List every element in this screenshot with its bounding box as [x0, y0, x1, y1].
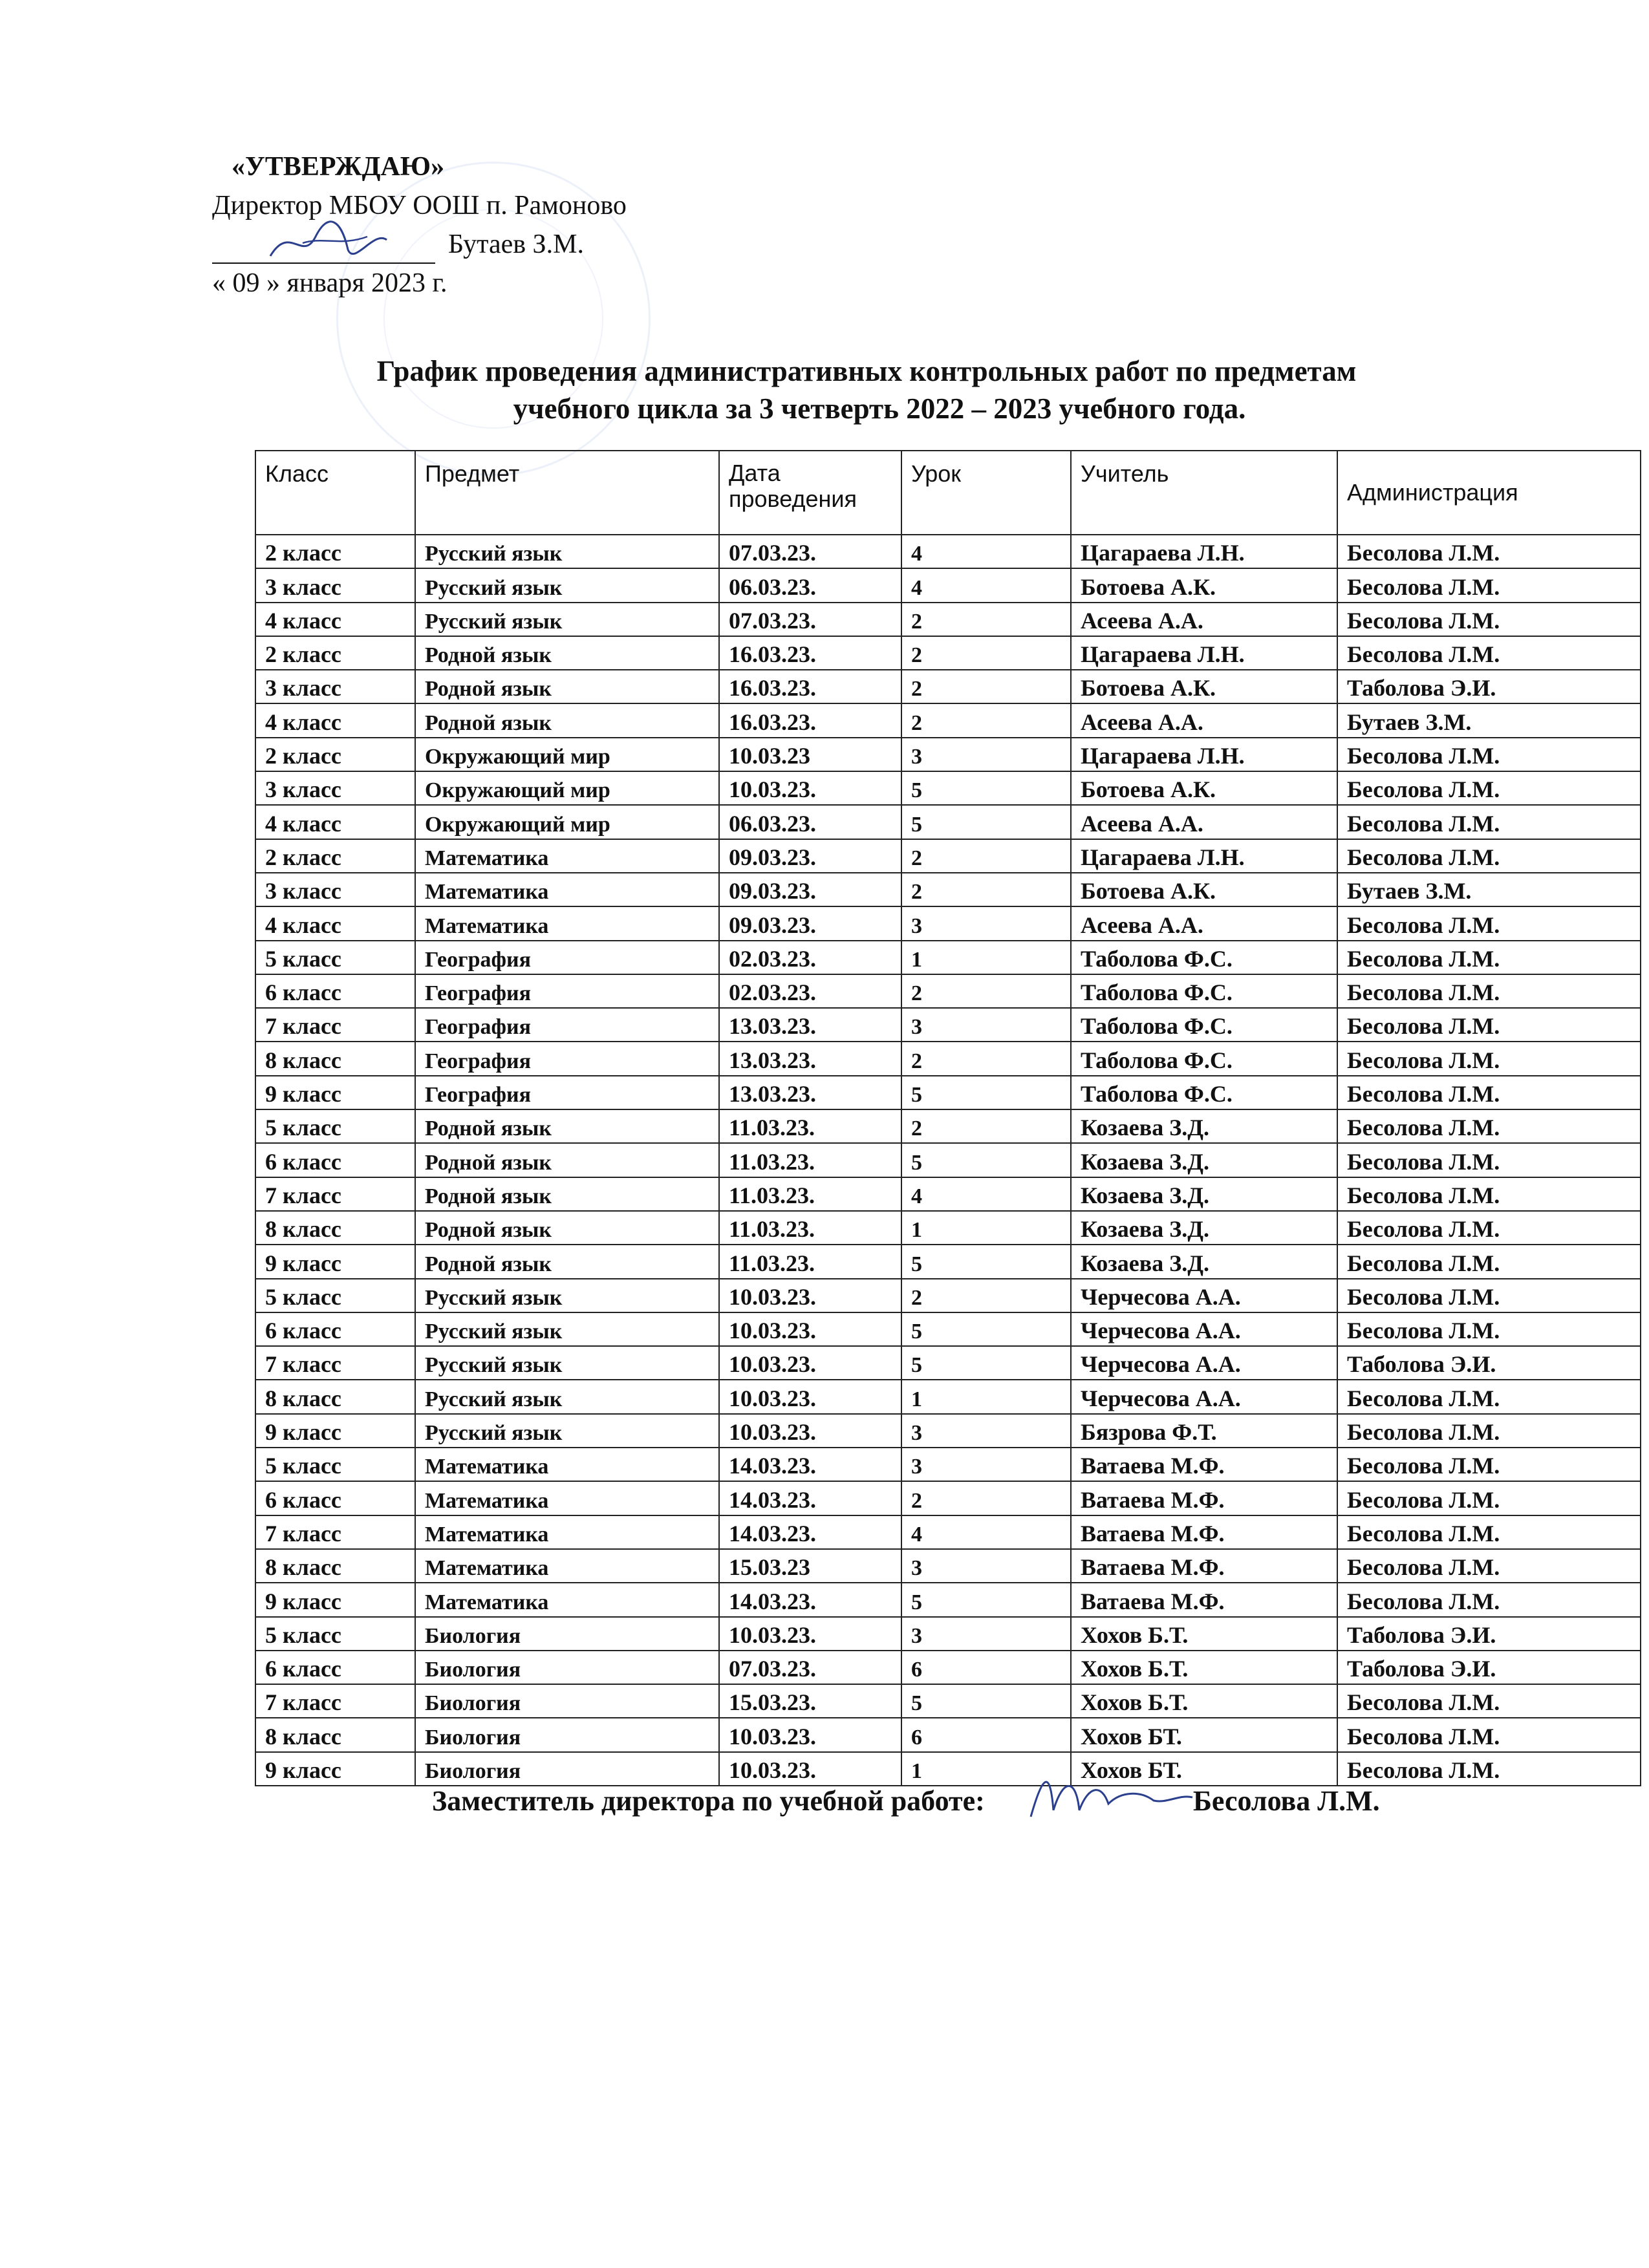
cell-administration: Бесолова Л.М. [1337, 1312, 1641, 1346]
table-row [255, 1279, 1641, 1312]
cell-class: 3 класс [255, 670, 415, 703]
cell-teacher: Козаева З.Д. [1071, 1245, 1337, 1278]
footer-signature [432, 1784, 1531, 1823]
cell-lesson: 2 [901, 974, 1071, 1008]
cell-lesson: 5 [901, 1346, 1071, 1380]
table-row [255, 1177, 1641, 1211]
cell-date: 10.03.23. [719, 1346, 901, 1380]
cell-lesson: 2 [901, 1279, 1071, 1312]
cell-lesson: 1 [901, 1752, 1071, 1786]
cell-teacher: Таболова Ф.С. [1071, 1042, 1337, 1075]
table-row [255, 1448, 1641, 1481]
cell-teacher: Ботоева А.К. [1071, 873, 1337, 906]
cell-subject: Биология [415, 1617, 719, 1651]
table-row [255, 535, 1641, 568]
cell-class: 7 класс [255, 1177, 415, 1211]
table-row [255, 1076, 1641, 1109]
cell-administration: Бесолова Л.М. [1337, 1414, 1641, 1448]
cell-teacher: Козаева З.Д. [1071, 1143, 1337, 1177]
table-row [255, 1346, 1641, 1380]
cell-date: 07.03.23. [719, 1651, 901, 1684]
cell-lesson: 3 [901, 1414, 1071, 1448]
cell-subject: Родной язык [415, 636, 719, 670]
cell-lesson: 2 [901, 636, 1071, 670]
cell-subject: Русский язык [415, 1279, 719, 1312]
cell-lesson: 3 [901, 1617, 1071, 1651]
table-row [255, 906, 1641, 940]
cell-lesson: 3 [901, 1549, 1071, 1583]
director-line: Директор МБОУ ООШ п. Рамоново [212, 191, 627, 220]
cell-date: 07.03.23. [719, 535, 901, 568]
cell-administration: Бесолова Л.М. [1337, 1211, 1641, 1245]
cell-date: 14.03.23. [719, 1448, 901, 1481]
cell-teacher: Хохов Б.Т. [1071, 1651, 1337, 1684]
cell-subject: Биология [415, 1752, 719, 1786]
cell-class: 5 класс [255, 1448, 415, 1481]
cell-date: 10.03.23. [719, 1617, 901, 1651]
cell-administration: Бесолова Л.М. [1337, 1752, 1641, 1786]
cell-date: 07.03.23. [719, 603, 901, 636]
cell-class: 4 класс [255, 805, 415, 839]
cell-lesson: 2 [901, 873, 1071, 906]
cell-administration: Бесолова Л.М. [1337, 1279, 1641, 1312]
cell-subject: География [415, 1076, 719, 1109]
cell-administration: Таболова Э.И. [1337, 1346, 1641, 1380]
table-row [255, 1481, 1641, 1515]
table-row [255, 805, 1641, 839]
cell-class: 4 класс [255, 703, 415, 737]
cell-date: 15.03.23. [719, 1684, 901, 1718]
cell-subject: Математика [415, 839, 719, 873]
cell-date: 13.03.23. [719, 1008, 901, 1042]
cell-class: 7 класс [255, 1008, 415, 1042]
cell-date: 11.03.23. [719, 1245, 901, 1278]
cell-subject: Русский язык [415, 603, 719, 636]
cell-class: 5 класс [255, 1109, 415, 1143]
cell-class: 2 класс [255, 535, 415, 568]
cell-lesson: 3 [901, 906, 1071, 940]
cell-administration: Бесолова Л.М. [1337, 906, 1641, 940]
cell-lesson: 5 [901, 771, 1071, 805]
cell-subject: Математика [415, 1549, 719, 1583]
cell-class: 7 класс [255, 1684, 415, 1718]
cell-administration: Бутаев З.М. [1337, 873, 1641, 906]
cell-lesson: 2 [901, 603, 1071, 636]
cell-lesson: 2 [901, 839, 1071, 873]
cell-lesson: 1 [901, 1211, 1071, 1245]
cell-subject: Математика [415, 1481, 719, 1515]
cell-teacher: Козаева З.Д. [1071, 1211, 1337, 1245]
cell-class: 5 класс [255, 1617, 415, 1651]
cell-teacher: Хохов Б.Т. [1071, 1684, 1337, 1718]
cell-administration: Бесолова Л.М. [1337, 1076, 1641, 1109]
cell-class: 6 класс [255, 1481, 415, 1515]
cell-class: 6 класс [255, 1143, 415, 1177]
cell-teacher: Черчесова А.А. [1071, 1346, 1337, 1380]
table-row [255, 1042, 1641, 1075]
cell-lesson: 2 [901, 1109, 1071, 1143]
cell-administration: Бесолова Л.М. [1337, 1448, 1641, 1481]
cell-teacher: Хохов БТ. [1071, 1752, 1337, 1786]
cell-subject: География [415, 1008, 719, 1042]
cell-lesson: 5 [901, 1312, 1071, 1346]
director-name: Бутаев З.М. [448, 230, 584, 259]
cell-class: 3 класс [255, 568, 415, 602]
cell-administration: Бесолова Л.М. [1337, 738, 1641, 771]
cell-subject: Математика [415, 906, 719, 940]
table-row [255, 1245, 1641, 1278]
cell-lesson: 1 [901, 941, 1071, 974]
cell-class: 2 класс [255, 636, 415, 670]
cell-class: 8 класс [255, 1042, 415, 1075]
cell-teacher: Козаева З.Д. [1071, 1109, 1337, 1143]
cell-teacher: Хохов Б.Т. [1071, 1617, 1337, 1651]
table-row [255, 1143, 1641, 1177]
table-row [255, 1718, 1641, 1751]
cell-administration: Бесолова Л.М. [1337, 1042, 1641, 1075]
table-row [255, 1312, 1641, 1346]
cell-administration: Таболова Э.И. [1337, 1617, 1641, 1651]
cell-date: 14.03.23. [719, 1481, 901, 1515]
cell-administration: Бесолова Л.М. [1337, 839, 1641, 873]
cell-administration: Бесолова Л.М. [1337, 1515, 1641, 1549]
cell-subject: Биология [415, 1651, 719, 1684]
cell-subject: Русский язык [415, 1414, 719, 1448]
table-row [255, 1617, 1641, 1651]
cell-administration: Бесолова Л.М. [1337, 941, 1641, 974]
cell-date: 16.03.23. [719, 670, 901, 703]
cell-lesson: 4 [901, 1177, 1071, 1211]
cell-administration: Бесолова Л.М. [1337, 1245, 1641, 1278]
cell-class: 9 класс [255, 1583, 415, 1616]
cell-subject: Русский язык [415, 1312, 719, 1346]
cell-date: 10.03.23. [719, 1752, 901, 1786]
cell-teacher: Асеева А.А. [1071, 906, 1337, 940]
cell-teacher: Таболова Ф.С. [1071, 1008, 1337, 1042]
cell-teacher: Цагараева Л.Н. [1071, 636, 1337, 670]
signature-scribble-icon [264, 217, 393, 269]
cell-class: 4 класс [255, 603, 415, 636]
cell-class: 9 класс [255, 1245, 415, 1278]
footer-label: Заместитель директора по учебной работе: [432, 1785, 985, 1817]
cell-subject: География [415, 1042, 719, 1075]
cell-lesson: 5 [901, 805, 1071, 839]
cell-teacher: Ботоева А.К. [1071, 670, 1337, 703]
table-row [255, 1651, 1641, 1684]
cell-date: 15.03.23 [719, 1549, 901, 1583]
cell-teacher: Асеева А.А. [1071, 805, 1337, 839]
cell-date: 11.03.23. [719, 1143, 901, 1177]
cell-lesson: 5 [901, 1076, 1071, 1109]
table-row [255, 1109, 1641, 1143]
cell-date: 14.03.23. [719, 1583, 901, 1616]
cell-lesson: 4 [901, 535, 1071, 568]
table-row [255, 670, 1641, 703]
cell-subject: Родной язык [415, 1245, 719, 1278]
cell-subject: Биология [415, 1684, 719, 1718]
table-row [255, 1211, 1641, 1245]
cell-administration: Бесолова Л.М. [1337, 771, 1641, 805]
cell-lesson: 5 [901, 1245, 1071, 1278]
cell-subject: Окружающий мир [415, 805, 719, 839]
cell-administration: Бесолова Л.М. [1337, 636, 1641, 670]
footer-name: Бесолова Л.М. [1192, 1785, 1380, 1817]
cell-class: 8 класс [255, 1718, 415, 1751]
cell-lesson: 6 [901, 1718, 1071, 1751]
approval-heading: «УТВЕРЖДАЮ» [232, 152, 445, 182]
header-date: Дата проведения [719, 451, 901, 535]
header-administration: Администрация [1337, 451, 1641, 535]
cell-class: 6 класс [255, 974, 415, 1008]
cell-class: 2 класс [255, 738, 415, 771]
schedule-table [255, 450, 1641, 1786]
cell-class: 5 класс [255, 1279, 415, 1312]
cell-subject: Родной язык [415, 1211, 719, 1245]
cell-subject: Математика [415, 1583, 719, 1616]
cell-subject: Родной язык [415, 1143, 719, 1177]
cell-date: 09.03.23. [719, 906, 901, 940]
cell-lesson: 2 [901, 1042, 1071, 1075]
header-lesson: Урок [901, 451, 1071, 535]
cell-date: 11.03.23. [719, 1177, 901, 1211]
cell-date: 10.03.23. [719, 1380, 901, 1413]
cell-class: 9 класс [255, 1752, 415, 1786]
cell-date: 10.03.23 [719, 738, 901, 771]
approval-date: « 09 » января 2023 г. [212, 268, 447, 298]
cell-class: 9 класс [255, 1076, 415, 1109]
cell-class: 2 класс [255, 839, 415, 873]
table-row [255, 941, 1641, 974]
cell-class: 6 класс [255, 1312, 415, 1346]
header-teacher: Учитель [1071, 451, 1337, 535]
cell-administration: Бесолова Л.М. [1337, 1481, 1641, 1515]
title-line-1: График проведения административных контрольных работ по предметам [376, 355, 1357, 387]
cell-teacher: Асеева А.А. [1071, 603, 1337, 636]
table-row [255, 1684, 1641, 1718]
cell-subject: Русский язык [415, 535, 719, 568]
cell-teacher: Черчесова А.А. [1071, 1279, 1337, 1312]
cell-subject: Биология [415, 1718, 719, 1751]
cell-teacher: Таболова Ф.С. [1071, 941, 1337, 974]
cell-class: 5 класс [255, 941, 415, 974]
cell-lesson: 2 [901, 1481, 1071, 1515]
cell-lesson: 3 [901, 1448, 1071, 1481]
cell-teacher: Ватаева М.Ф. [1071, 1481, 1337, 1515]
cell-lesson: 5 [901, 1143, 1071, 1177]
table-row [255, 1008, 1641, 1042]
cell-date: 09.03.23. [719, 839, 901, 873]
cell-subject: Родной язык [415, 1177, 719, 1211]
cell-administration: Бесолова Л.М. [1337, 1380, 1641, 1413]
cell-administration: Бесолова Л.М. [1337, 535, 1641, 568]
cell-class: 3 класс [255, 771, 415, 805]
cell-date: 09.03.23. [719, 873, 901, 906]
cell-administration: Бесолова Л.М. [1337, 805, 1641, 839]
cell-teacher: Черчесова А.А. [1071, 1380, 1337, 1413]
cell-date: 10.03.23. [719, 1718, 901, 1751]
cell-teacher: Цагараева Л.Н. [1071, 839, 1337, 873]
cell-teacher: Ватаева М.Ф. [1071, 1549, 1337, 1583]
table-row [255, 636, 1641, 670]
cell-teacher: Ватаева М.Ф. [1071, 1448, 1337, 1481]
cell-lesson: 4 [901, 568, 1071, 602]
cell-administration: Бесолова Л.М. [1337, 1109, 1641, 1143]
cell-teacher: Черчесова А.А. [1071, 1312, 1337, 1346]
cell-subject: Родной язык [415, 703, 719, 737]
document-title [233, 352, 1500, 427]
cell-lesson: 1 [901, 1380, 1071, 1413]
cell-class: 7 класс [255, 1515, 415, 1549]
cell-administration: Бесолова Л.М. [1337, 1143, 1641, 1177]
cell-subject: Математика [415, 873, 719, 906]
cell-class: 9 класс [255, 1414, 415, 1448]
cell-teacher: Таболова Ф.С. [1071, 974, 1337, 1008]
cell-date: 13.03.23. [719, 1042, 901, 1075]
cell-subject: География [415, 974, 719, 1008]
cell-subject: Русский язык [415, 568, 719, 602]
table-row [255, 703, 1641, 737]
header-subject: Предмет [415, 451, 719, 535]
cell-administration: Бесолова Л.М. [1337, 1177, 1641, 1211]
title-line-2: учебного цикла за 3 четверть 2022 – 2023 учебного года. [513, 392, 1246, 425]
cell-lesson: 3 [901, 738, 1071, 771]
table-row [255, 1752, 1641, 1786]
cell-date: 11.03.23. [719, 1109, 901, 1143]
cell-teacher: Цагараева Л.Н. [1071, 738, 1337, 771]
cell-administration: Бесолова Л.М. [1337, 1549, 1641, 1583]
table-row [255, 1549, 1641, 1583]
table-row [255, 771, 1641, 805]
director-signature [212, 237, 435, 264]
cell-administration: Бесолова Л.М. [1337, 568, 1641, 602]
table-row [255, 738, 1641, 771]
cell-date: 16.03.23. [719, 703, 901, 737]
cell-date: 10.03.23. [719, 1279, 901, 1312]
cell-date: 10.03.23. [719, 1414, 901, 1448]
cell-date: 14.03.23. [719, 1515, 901, 1549]
cell-subject: Математика [415, 1515, 719, 1549]
cell-class: 3 класс [255, 873, 415, 906]
table-row [255, 1583, 1641, 1616]
cell-administration: Бесолова Л.М. [1337, 1008, 1641, 1042]
cell-class: 8 класс [255, 1380, 415, 1413]
cell-teacher: Ботоева А.К. [1071, 568, 1337, 602]
cell-subject: Окружающий мир [415, 738, 719, 771]
cell-administration: Бесолова Л.М. [1337, 1583, 1641, 1616]
cell-lesson: 4 [901, 1515, 1071, 1549]
cell-administration: Бесолова Л.М. [1337, 1684, 1641, 1718]
cell-administration: Бесолова Л.М. [1337, 1718, 1641, 1751]
cell-date: 02.03.23. [719, 941, 901, 974]
cell-date: 11.03.23. [719, 1211, 901, 1245]
cell-subject: Окружающий мир [415, 771, 719, 805]
cell-lesson: 5 [901, 1684, 1071, 1718]
cell-class: 7 класс [255, 1346, 415, 1380]
table-row [255, 974, 1641, 1008]
cell-class: 8 класс [255, 1211, 415, 1245]
cell-lesson: 3 [901, 1008, 1071, 1042]
table-row [255, 839, 1641, 873]
cell-administration: Бесолова Л.М. [1337, 974, 1641, 1008]
cell-administration: Бесолова Л.М. [1337, 603, 1641, 636]
table-row [255, 1380, 1641, 1413]
cell-date: 02.03.23. [719, 974, 901, 1008]
cell-subject: Родной язык [415, 670, 719, 703]
cell-teacher: Ватаева М.Ф. [1071, 1583, 1337, 1616]
cell-subject: Русский язык [415, 1380, 719, 1413]
table-row [255, 1515, 1641, 1549]
cell-subject: Родной язык [415, 1109, 719, 1143]
cell-date: 06.03.23. [719, 568, 901, 602]
table-row [255, 568, 1641, 602]
cell-subject: Математика [415, 1448, 719, 1481]
table-row [255, 873, 1641, 906]
cell-subject: Русский язык [415, 1346, 719, 1380]
cell-teacher: Асеева А.А. [1071, 703, 1337, 737]
cell-lesson: 2 [901, 670, 1071, 703]
cell-teacher: Цагараева Л.Н. [1071, 535, 1337, 568]
table-header-row [255, 451, 1641, 535]
cell-lesson: 6 [901, 1651, 1071, 1684]
cell-date: 16.03.23. [719, 636, 901, 670]
table-row [255, 603, 1641, 636]
deputy-signature [992, 1784, 1186, 1823]
cell-teacher: Ботоева А.К. [1071, 771, 1337, 805]
approval-block [212, 147, 627, 303]
signature-scribble-icon [1018, 1765, 1212, 1823]
cell-lesson: 2 [901, 703, 1071, 737]
cell-teacher: Козаева З.Д. [1071, 1177, 1337, 1211]
cell-date: 10.03.23. [719, 1312, 901, 1346]
cell-class: 4 класс [255, 906, 415, 940]
cell-teacher: Бязрова Ф.Т. [1071, 1414, 1337, 1448]
cell-administration: Таболова Э.И. [1337, 670, 1641, 703]
cell-date: 06.03.23. [719, 805, 901, 839]
cell-class: 6 класс [255, 1651, 415, 1684]
cell-lesson: 5 [901, 1583, 1071, 1616]
header-class: Класс [255, 451, 415, 535]
cell-date: 10.03.23. [719, 771, 901, 805]
director-signature-row [212, 225, 627, 264]
cell-date: 13.03.23. [719, 1076, 901, 1109]
table-row [255, 1414, 1641, 1448]
cell-teacher: Хохов БТ. [1071, 1718, 1337, 1751]
cell-subject: География [415, 941, 719, 974]
cell-teacher: Ватаева М.Ф. [1071, 1515, 1337, 1549]
cell-administration: Таболова Э.И. [1337, 1651, 1641, 1684]
cell-class: 8 класс [255, 1549, 415, 1583]
cell-teacher: Таболова Ф.С. [1071, 1076, 1337, 1109]
cell-administration: Бутаев З.М. [1337, 703, 1641, 737]
